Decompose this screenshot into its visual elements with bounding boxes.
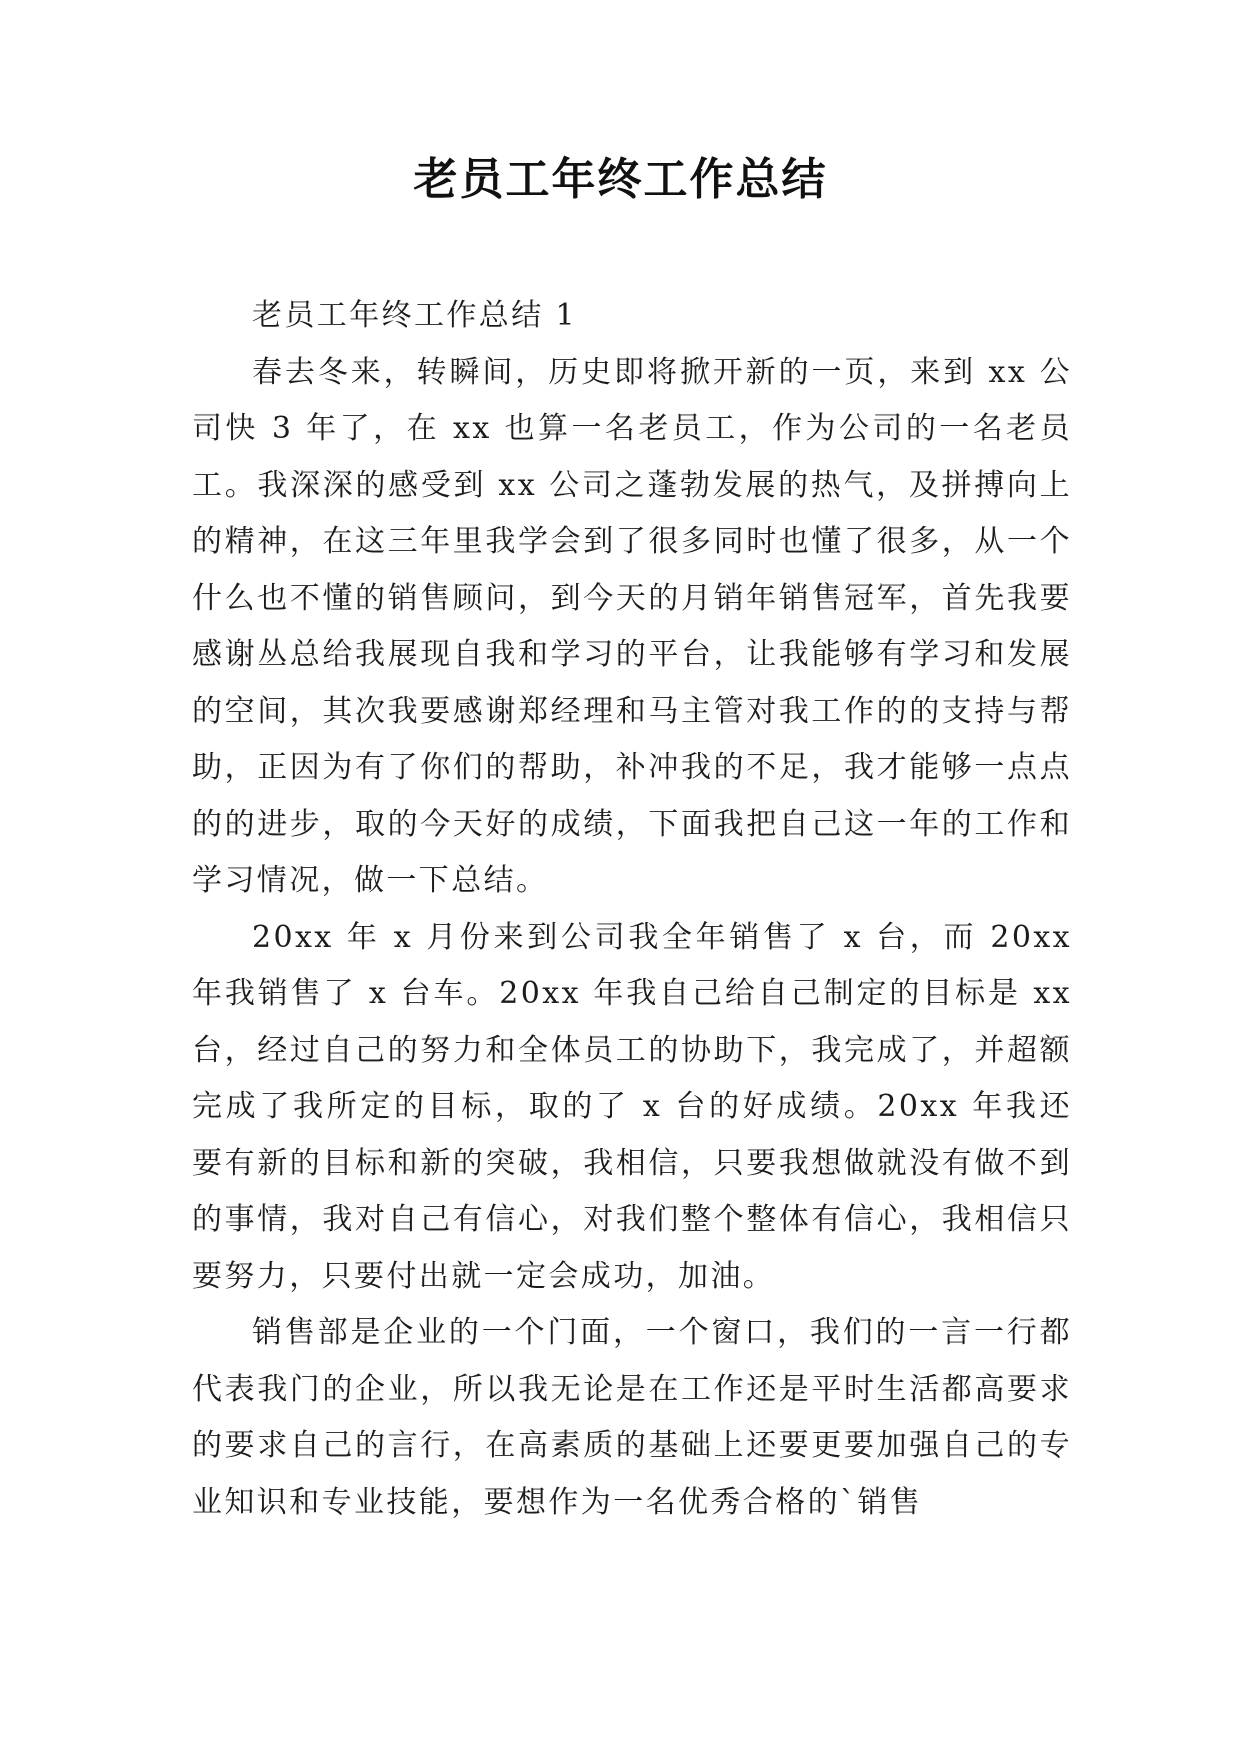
document-title: 老员工年终工作总结 bbox=[413, 154, 828, 205]
document-body bbox=[192, 288, 1072, 1531]
section-heading: 老员工年终工作总结 1 bbox=[252, 298, 578, 333]
paragraph: 20xx 年 x 月份来到公司我全年销售了 x 台，而 20xx 年我销售了 x 台车。20xx 年我自己给自己制定的目标是 xx 台，经过自己的努力和全体员工的协助下，我完成了，并超额完成了我所定的目标，取的了 x 台的好成绩。20xx 年我还要有新的目标和新的突破，我相信，只要我想做就没有做不到的事情，我对自己有信心，对我们整个整体有信心，我相信只要努力，只要付出就一定会成功，加油。 bbox=[192, 919, 1072, 1294]
paragraph: 销售部是企业的一个门面，一个窗口，我们的一言一行都代表我门的企业，所以我无论是在工作还是平时生活都高要求的要求自己的言行，在高素质的基础上还要更要加强自己的专业知识和专业技能，要想作为一名优秀合格的`销售 bbox=[192, 1315, 1072, 1520]
paragraph: 春去冬来，转瞬间，历史即将掀开新的一页，来到 xx 公司快 3 年了，在 xx 也算一名老员工，作为公司的一名老员工。我深深的感受到 xx 公司之蓬勃发展的热气，及拼搏向上的精神，在这三年里我学会到了很多同时也懂了很多，从一个什么也不懂的销售顾问，到今天的月销年销售冠军，首先我要感谢丛总给我展现自我和学习的平台，让我能够有学习和发展的空间，其次我要感谢郑经理和马主管对我工作的的支持与帮助，正因为有了你们的帮助，补冲我的不足，我才能够一点点的的进步，取的今天好的成绩，下面我把自己这一年的工作和学习情况，做一下总结。 bbox=[192, 354, 1072, 898]
